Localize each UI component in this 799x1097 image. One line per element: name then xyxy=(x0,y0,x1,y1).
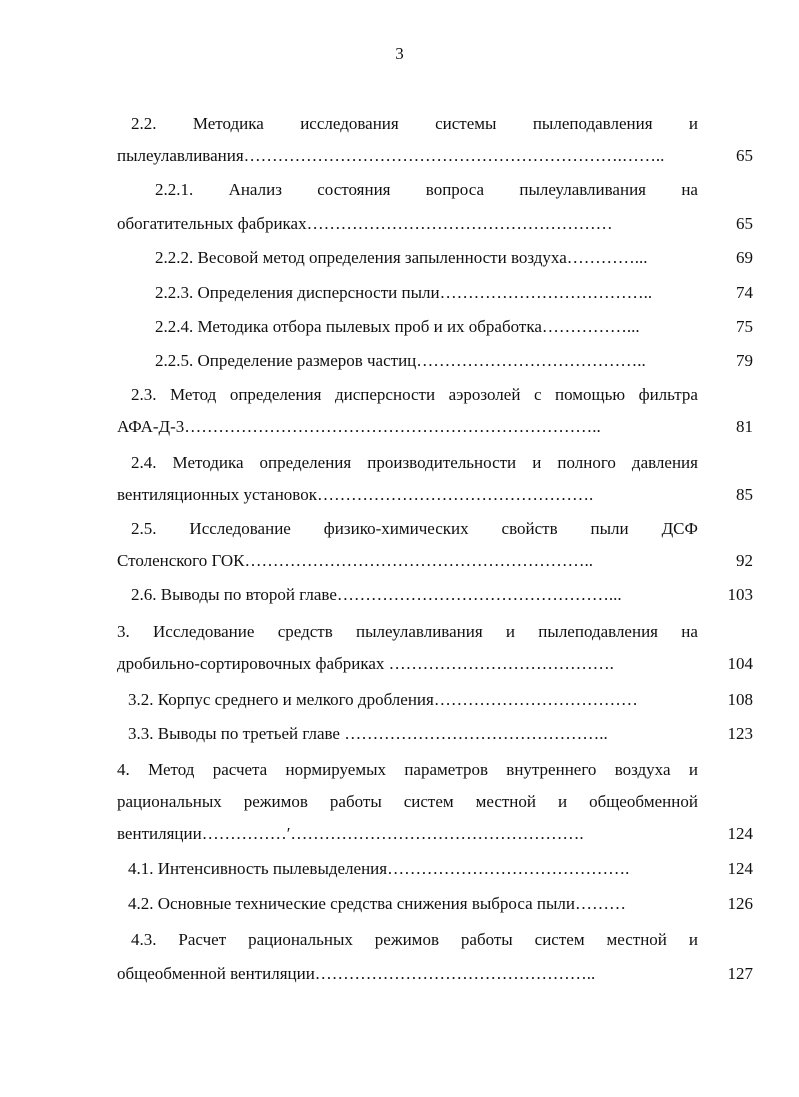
toc-entry-line: дробильно-сортировочных фабриках …………………………………. xyxy=(117,654,614,673)
toc-page-number: 104 xyxy=(727,654,753,673)
toc-page-number: 123 xyxy=(727,724,753,743)
toc-entry-line: АФА-Д-3……………………………………………………………….. xyxy=(117,417,601,436)
toc-entry-line: 3. Исследование средств пылеулавливания и пылеподавления на xyxy=(117,622,698,641)
toc-entry-line: 2.2.5. Определение размеров частиц………………………………….. xyxy=(155,351,646,370)
toc-entry-line: рациональных режимов работы систем местной и общеобменной xyxy=(117,792,698,811)
toc-page-number: 92 xyxy=(736,551,753,570)
toc-page-number: 108 xyxy=(727,690,753,709)
toc-entry-line: 4.2. Основные технические средства снижения выброса пыли……… xyxy=(128,894,627,913)
page-number: 3 xyxy=(395,44,404,63)
toc-page-number: 124 xyxy=(727,859,753,878)
toc-page-number: 127 xyxy=(727,964,753,983)
toc-page-number: 74 xyxy=(736,283,753,302)
toc-page-number: 124 xyxy=(727,824,753,843)
toc-entry-line: вентиляционных установок…………………………………………. xyxy=(117,485,594,504)
toc-entry-line: 4.1. Интенсивность пылевыделения……………………………………. xyxy=(128,859,630,878)
toc-entry-line: 4. Метод расчета нормируемых параметров внутреннего воздуха и xyxy=(117,760,698,779)
toc-entry-line: Столенского ГОК…………………………………………………….. xyxy=(117,551,593,570)
toc-entry-line: 2.2.4. Методика отбора пылевых проб и их обработка……………... xyxy=(155,317,640,336)
toc-page-number: 69 xyxy=(736,248,753,267)
toc-entry-line: 3.3. Выводы по третьей главе ……………………………………….. xyxy=(128,724,608,743)
toc-page-number: 81 xyxy=(736,417,753,436)
toc-page-number: 103 xyxy=(727,585,753,604)
toc-page-number: 85 xyxy=(736,485,753,504)
toc-entry-line: пылеулавливания………………………………………………………….…….. xyxy=(117,146,665,165)
toc-page-number: 65 xyxy=(736,146,753,165)
toc-entry-line: общеобменной вентиляции………………………………………….. xyxy=(117,964,596,983)
toc-entry-line: 2.2.1. Анализ состояния вопроса пылеулавливания на xyxy=(155,180,698,199)
toc-entry-line: 3.2. Корпус среднего и мелкого дробления……………………………… xyxy=(128,690,638,709)
toc-entry-line: 2.6. Выводы по второй главе…………………………………………... xyxy=(131,585,622,604)
toc-page-number: 65 xyxy=(736,214,753,233)
toc-entry-line: 2.2.3. Определения дисперсности пыли……………………………….. xyxy=(155,283,653,302)
toc-entry-line: 2.4. Методика определения производительности и полного давления xyxy=(131,453,698,472)
toc-page-number: 126 xyxy=(727,894,753,913)
toc-page-number: 75 xyxy=(736,317,753,336)
toc-page-number: 79 xyxy=(736,351,753,370)
toc-entry-line: 2.2. Методика исследования системы пылеподавления и xyxy=(131,114,698,133)
toc-entry-line: 2.3. Метод определения дисперсности аэрозолей с помощью фильтра xyxy=(131,385,698,404)
toc-entry-line: обогатительных фабриках……………………………………………… xyxy=(117,214,613,233)
toc-entry-line: 4.3. Расчет рациональных режимов работы систем местной и xyxy=(131,930,698,949)
toc-entry-line: вентиляции……………ʹ……………………………………………. xyxy=(117,824,584,843)
toc-entry-line: 2.2.2. Весовой метод определения запыленности воздуха…………... xyxy=(155,248,648,267)
toc-entry-line: 2.5. Исследование физико-химических свойств пыли ДСФ xyxy=(131,519,698,538)
